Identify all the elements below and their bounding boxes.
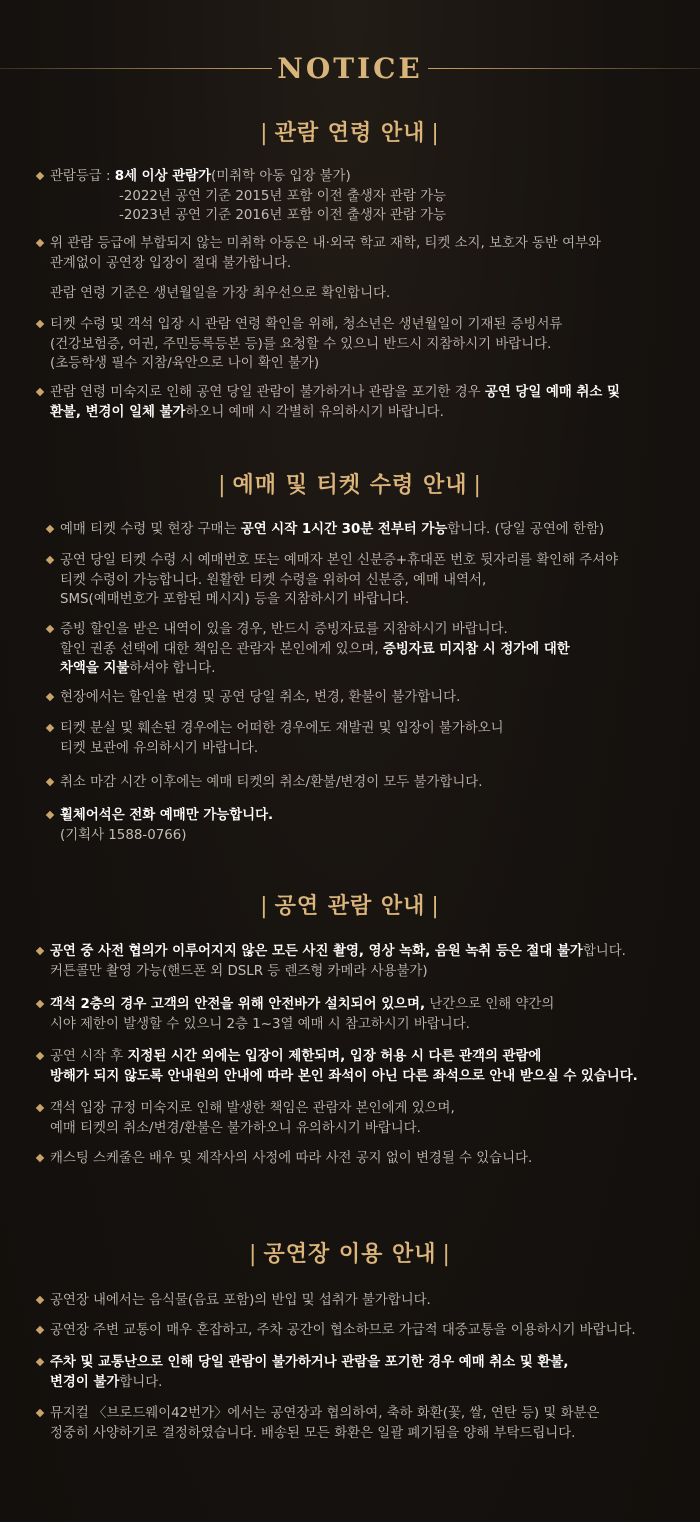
ticket-pickup-item <box>60 520 604 540</box>
bullet-diamond-icon <box>36 1154 44 1162</box>
age-grade-sub2: -2023년 공연 기준 2016년 포함 이전 출생자 관람 가능 <box>119 208 446 223</box>
section-title-age-text: 관람 연령 안내 <box>274 121 426 146</box>
view-photo-line2: 커튼콜만 촬영 가능(핸드폰 외 DSLR 등 렌즈형 카메라 사용불가) <box>50 963 428 979</box>
view-latecomer-item <box>50 1047 638 1086</box>
view-rules-line2: 예매 티켓의 취소/변경/환불은 불가하오니 유의하시기 바랍니다. <box>50 1120 421 1136</box>
view-balcony-item <box>50 995 554 1034</box>
view-latecomer-pre: 공연 시작 후 <box>50 1049 128 1064</box>
ticket-pickup-bold: 공연 시작 1시간 30분 전부터 가능 <box>240 522 448 537</box>
ticket-pickup-pre: 예매 티켓 수령 및 현장 구매는 <box>60 522 241 537</box>
ticket-discount-item <box>60 620 570 679</box>
age-grade-rest: (미취학 아동 입장 불가) <box>211 169 351 184</box>
ticket-lost-item <box>60 719 504 758</box>
age-refund-post: 하오니 예매 시 각별히 유의하시기 바랍니다. <box>185 404 444 420</box>
ticket-onsite-item <box>60 688 460 708</box>
header-rule-right <box>428 68 700 69</box>
bullet-diamond-icon <box>36 1052 44 1060</box>
ticket-id-item <box>60 551 618 610</box>
view-latecomer-bold: 지정된 시간 외에는 입장이 제한되며, 입장 허용 시 다른 관객의 관람에 <box>127 1049 542 1064</box>
bullet-diamond-icon <box>36 1104 44 1112</box>
section-title-venue: | 공연장 이용 안내 | <box>249 1242 451 1267</box>
age-refund-bold1: 공연 당일 예매 취소 및 <box>484 385 620 400</box>
notice-title: NOTICE <box>277 52 423 85</box>
bullet-diamond-icon <box>46 625 54 633</box>
view-photo-bold: 공연 중 사전 협의가 이루어지지 않은 모든 사진 촬영, 영상 녹화, 음원 녹취 등은 절대 불가 <box>50 944 583 959</box>
ticket-lost-line2: 티켓 보관에 유의하시기 바랍니다. <box>60 740 259 756</box>
ticket-discount-line1: 증빙 할인을 받은 내역이 있을 경우, 반드시 증빙자료를 지참하시기 바랍니다. <box>60 622 508 637</box>
notice-header <box>0 52 700 86</box>
ticket-discount-line2-pre: 할인 권종 선택에 대한 책임은 관람자 본인에게 있으며, <box>60 641 383 657</box>
ticket-wheelchair-phone: (기획사 1588-0766) <box>60 827 187 843</box>
age-id-item <box>50 315 562 374</box>
age-grade-item <box>50 167 446 226</box>
age-grade-sub1: -2022년 공연 기준 2015년 포함 이전 출생자 관람 가능 <box>119 188 446 204</box>
age-id-line3: (초등학생 필수 지참/육안으로 나이 확인 불가) <box>50 356 320 371</box>
bullet-diamond-icon <box>46 724 54 732</box>
venue-food-line: 공연장 내에서는 음식물(음료 포함)의 반입 및 섭취가 불가합니다. <box>50 1293 431 1308</box>
venue-traffic-item <box>50 1321 636 1341</box>
age-refund-pre: 관람 연령 미숙지로 인해 공연 당일 관람이 불가하거나 관람을 포기한 경우 <box>50 385 485 400</box>
age-grade-bold: 8세 이상 관람가 <box>114 169 212 184</box>
age-standard-text <box>50 284 390 304</box>
ticket-id-line3: SMS(예매번호가 포함된 메시지) 등을 지참하시기 바랍니다. <box>60 592 410 607</box>
bullet-diamond-icon <box>46 525 54 533</box>
ticket-lost-line1: 티켓 분실 및 훼손된 경우에는 어떠한 경우에도 재발권 및 입장이 불가하오니 <box>60 721 504 736</box>
ticket-id-line2: 티켓 수령이 가능합니다. 원활한 티켓 수령을 위하여 신분증, 예매 내역서, <box>60 572 487 588</box>
ticket-discount-line3-bold: 차액을 지불 <box>60 661 130 676</box>
age-grade-prefix: 관람등급 : <box>50 169 115 184</box>
age-rule-line1: 위 관람 등급에 부합되지 않는 미취학 아동은 내·외국 학교 재학, 티켓 소지, 보호자 동반 여부와 <box>50 236 601 251</box>
view-casting-line: 캐스팅 스케줄은 배우 및 제작사의 사정에 따라 사전 공지 없이 변경될 수 있습니다. <box>50 1151 533 1166</box>
venue-parking-line2-bold: 변경이 불가 <box>50 1374 120 1390</box>
ticket-discount-line3-post: 하셔야 합니다. <box>129 661 216 676</box>
view-rules-line1: 객석 입장 규정 미숙지로 인해 발생한 책임은 관람자 본인에게 있으며, <box>50 1101 455 1116</box>
bullet-diamond-icon <box>36 947 44 955</box>
venue-parking-line2-post: 합니다. <box>119 1374 163 1390</box>
ticket-wheelchair-item <box>60 806 273 845</box>
ticket-deadline-item <box>60 773 482 793</box>
view-balcony-post: 난간으로 인해 약간의 <box>425 997 555 1012</box>
bullet-diamond-icon <box>46 556 54 564</box>
bullet-diamond-icon <box>36 388 44 396</box>
ticket-deadline-line: 취소 마감 시간 이후에는 예매 티켓의 취소/환불/변경이 모두 불가합니다. <box>60 775 483 790</box>
venue-wreath-line1: 뮤지컬 〈브로드웨이42번가〉에서는 공연장과 협의하여, 축하 화환(꽃, 쌀, 연탄 등) 및 화분은 <box>50 1406 600 1421</box>
venue-food-item <box>50 1291 431 1311</box>
view-rules-item <box>50 1099 455 1138</box>
bullet-diamond-icon <box>46 811 54 819</box>
bullet-diamond-icon <box>46 693 54 701</box>
bullet-diamond-icon <box>36 172 44 180</box>
section-title-ticket: | 예매 및 티켓 수령 안내 | <box>218 473 482 498</box>
age-rule-item <box>50 234 601 273</box>
ticket-pickup-post: 합니다. (당일 공연에 한함) <box>447 522 605 537</box>
bullet-diamond-icon <box>36 1000 44 1008</box>
ticket-discount-line2-bold: 증빙자료 미지참 시 정가에 대한 <box>382 641 570 657</box>
section-title-view-text: 공연 관람 안내 <box>274 894 426 919</box>
bullet-diamond-icon <box>36 239 44 247</box>
section-title-venue-text: 공연장 이용 안내 <box>263 1242 437 1267</box>
section-title-view: | 공연 관람 안내 | <box>260 894 440 919</box>
bullet-diamond-icon <box>36 320 44 328</box>
venue-wreath-item <box>50 1404 599 1443</box>
venue-wreath-line2: 정중히 사양하기로 결정하였습니다. 배송된 모든 화환은 일괄 폐기됨을 양해 부탁드립니다. <box>50 1425 576 1441</box>
age-id-line1: 티켓 수령 및 객석 입장 시 관람 연령 확인을 위해, 청소년은 생년월일이 기재된 증빙서류 <box>50 317 563 332</box>
age-refund-bold2: 환불, 변경이 일체 불가 <box>50 404 186 420</box>
venue-parking-bold: 주차 및 교통난으로 인해 당일 관람이 불가하거나 관람을 포기한 경우 예매 취소 및 환불, <box>50 1355 569 1370</box>
age-rule-line2: 관계없이 공연장 입장이 절대 불가합니다. <box>50 255 292 271</box>
view-latecomer-line2: 방해가 되지 않도록 안내원의 안내에 따라 본인 좌석이 아닌 다른 좌석으로 안내 받으실 수 있습니다. <box>50 1068 638 1084</box>
ticket-id-line1: 공연 당일 티켓 수령 시 예매번호 또는 예매자 본인 신분증+휴대폰 번호 뒷자리를 확인해 주셔야 <box>60 553 619 568</box>
age-refund-item <box>50 383 620 422</box>
section-title-ticket-text: 예매 및 티켓 수령 안내 <box>232 473 468 498</box>
view-photo-item <box>50 942 626 981</box>
view-photo-post: 합니다. <box>582 944 626 959</box>
bullet-diamond-icon <box>36 1326 44 1334</box>
bullet-diamond-icon <box>36 1358 44 1366</box>
age-standard-line: 관람 연령 기준은 생년월일을 가장 최우선으로 확인합니다. <box>50 286 391 301</box>
age-id-line2: (건강보험증, 여권, 주민등록등본 등)를 요청할 수 있으니 반드시 지참하시기 바랍니다. <box>50 336 552 352</box>
ticket-onsite-line: 현장에서는 할인율 변경 및 공연 당일 취소, 변경, 환불이 불가합니다. <box>60 690 461 705</box>
bullet-diamond-icon <box>36 1296 44 1304</box>
bullet-diamond-icon <box>46 778 54 786</box>
section-title-age: | 관람 연령 안내 | <box>260 121 440 146</box>
view-casting-item <box>50 1149 532 1169</box>
ticket-wheelchair-bold: 휠체어석은 전화 예매만 가능합니다. <box>60 808 274 823</box>
bullet-diamond-icon <box>36 1409 44 1417</box>
venue-parking-item <box>50 1353 568 1392</box>
view-balcony-line2: 시야 제한이 발생할 수 있으니 2층 1~3열 예매 시 참고하시기 바랍니다. <box>50 1016 470 1032</box>
view-balcony-bold: 객석 2층의 경우 고객의 안전을 위해 안전바가 설치되어 있으며, <box>50 997 426 1012</box>
venue-traffic-line: 공연장 주변 교통이 매우 혼잡하고, 주차 공간이 협소하므로 가급적 대중교통을 이용하시기 바랍니다. <box>50 1323 636 1338</box>
